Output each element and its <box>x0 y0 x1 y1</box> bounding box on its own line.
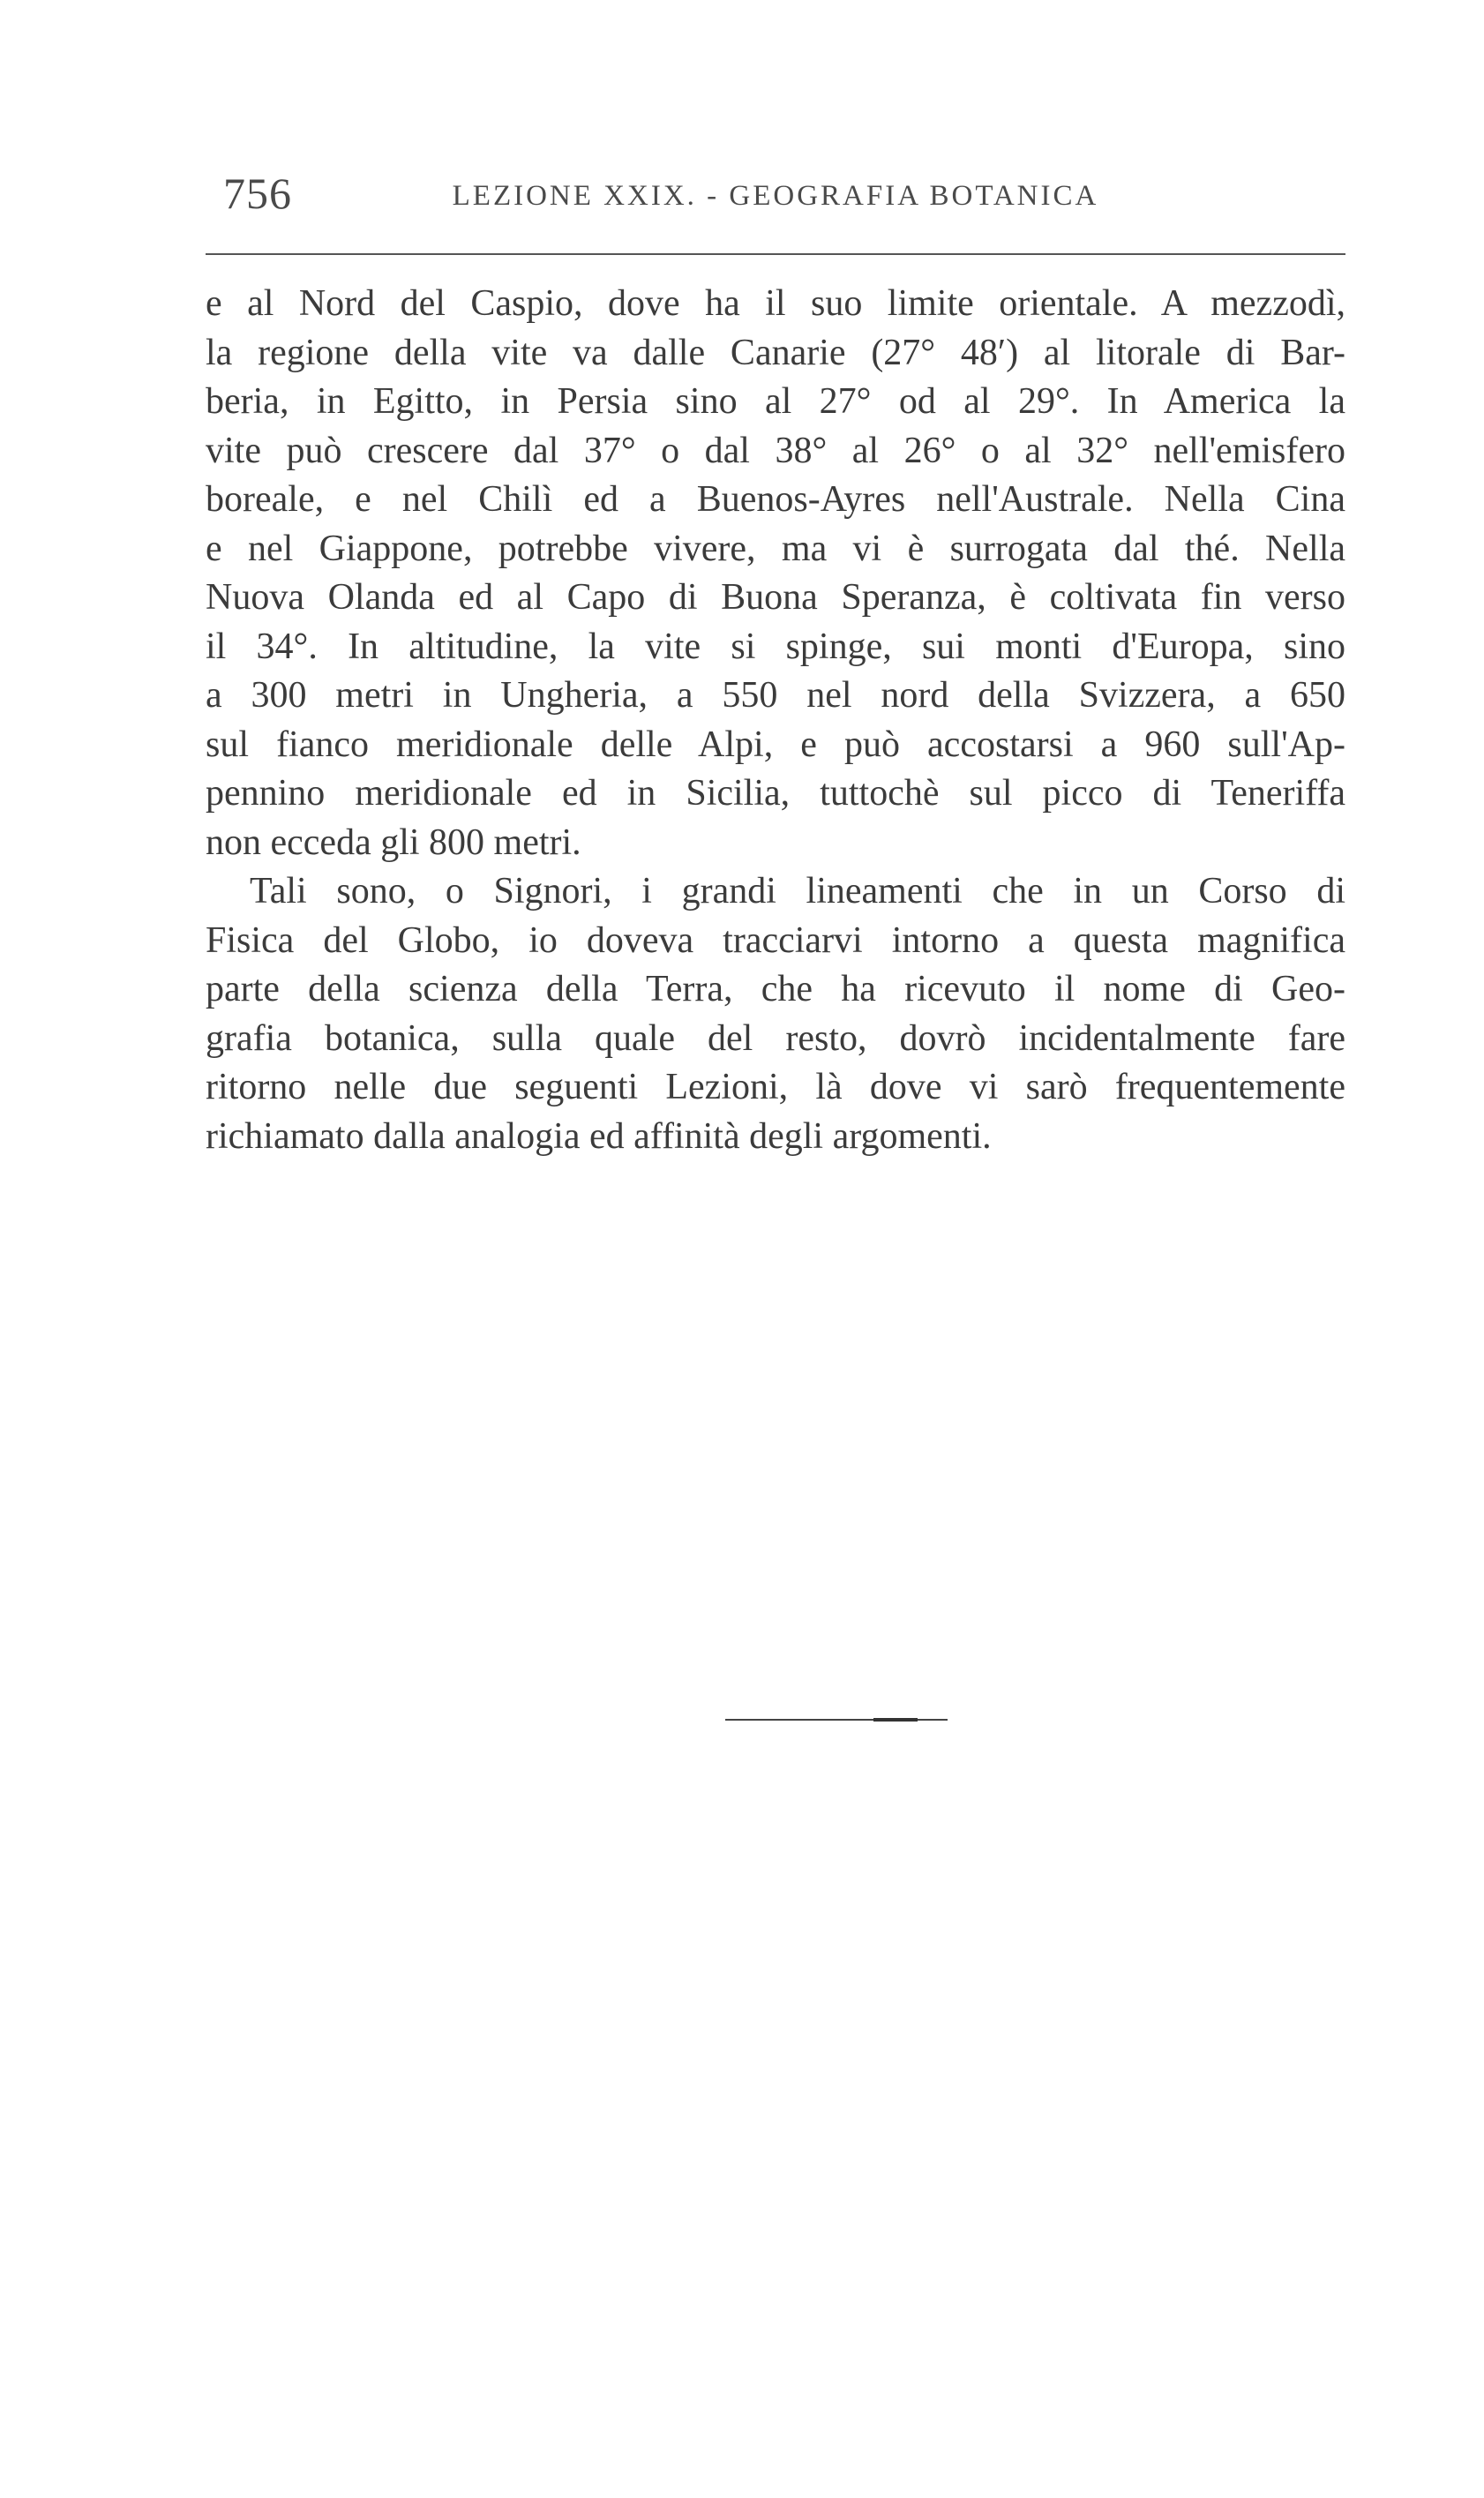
header-rule <box>206 253 1345 255</box>
page-number: 756 <box>223 169 292 218</box>
text-line: parte della scienza della Terra, che ha ricevuto il nome di Geo- <box>206 969 1345 1009</box>
text-line: vite può crescere dal 37° o dal 38° al 26° o al 32° nell'emisfero <box>206 430 1345 471</box>
text-line: Fisica del Globo, io doveva tracciarvi intorno a questa magnifica <box>206 919 1345 961</box>
text-line: Tali sono, o Signori, i grandi lineamenti che in un Corso di <box>250 871 1345 911</box>
text-line: ritorno nelle due seguenti Lezioni, là dove vi sarò frequentemente <box>206 1067 1345 1107</box>
end-ornament-rule <box>725 1718 948 1722</box>
text-line: boreale, e nel Chilì ed a Buenos-Ayres nell'Australe. Nella Cina <box>206 479 1345 520</box>
text-line: pennino meridionale ed in Sicilia, tuttochè sul picco di Teneriffa <box>206 773 1345 814</box>
text-line: la regione della vite va dalle Canarie (27° 48′) al litorale di Bar- <box>206 332 1345 373</box>
page-header <box>206 168 1345 229</box>
text-line: e al Nord del Caspio, dove ha il suo limite orientale. A mezzodì, <box>206 283 1345 324</box>
paragraph <box>206 280 1345 867</box>
text-line: a 300 metri in Ungheria, a 550 nel nord della Svizzera, a 650 <box>206 675 1345 716</box>
text-line: Nuova Olanda ed al Capo di Buona Speranza, è coltivata fin verso <box>206 577 1345 618</box>
text-line: il 34°. In altitudine, la vite si spinge, sui monti d'Europa, sino <box>206 626 1345 667</box>
text-line: grafia botanica, sulla quale del resto, dovrò incidentalmente fare <box>206 1017 1345 1059</box>
text-line: e nel Giappone, potrebbe vivere, ma vi è surrogata dal thé. Nella <box>206 528 1345 569</box>
text-line: richiamato dalla analogia ed affinità degli argomenti. <box>206 1115 992 1157</box>
paragraph <box>206 867 1345 1161</box>
running-title: LEZIONE XXIX. - GEOGRAFIA BOTANICA <box>452 180 1099 212</box>
text-line: sul fianco meridionale delle Alpi, e può accostarsi a 960 sull'Ap- <box>206 724 1345 765</box>
text-line: non ecceda gli 800 metri. <box>206 821 581 863</box>
body-text <box>206 280 1345 1161</box>
text-line: beria, in Egitto, in Persia sino al 27° od al 29°. In America la <box>206 381 1345 422</box>
